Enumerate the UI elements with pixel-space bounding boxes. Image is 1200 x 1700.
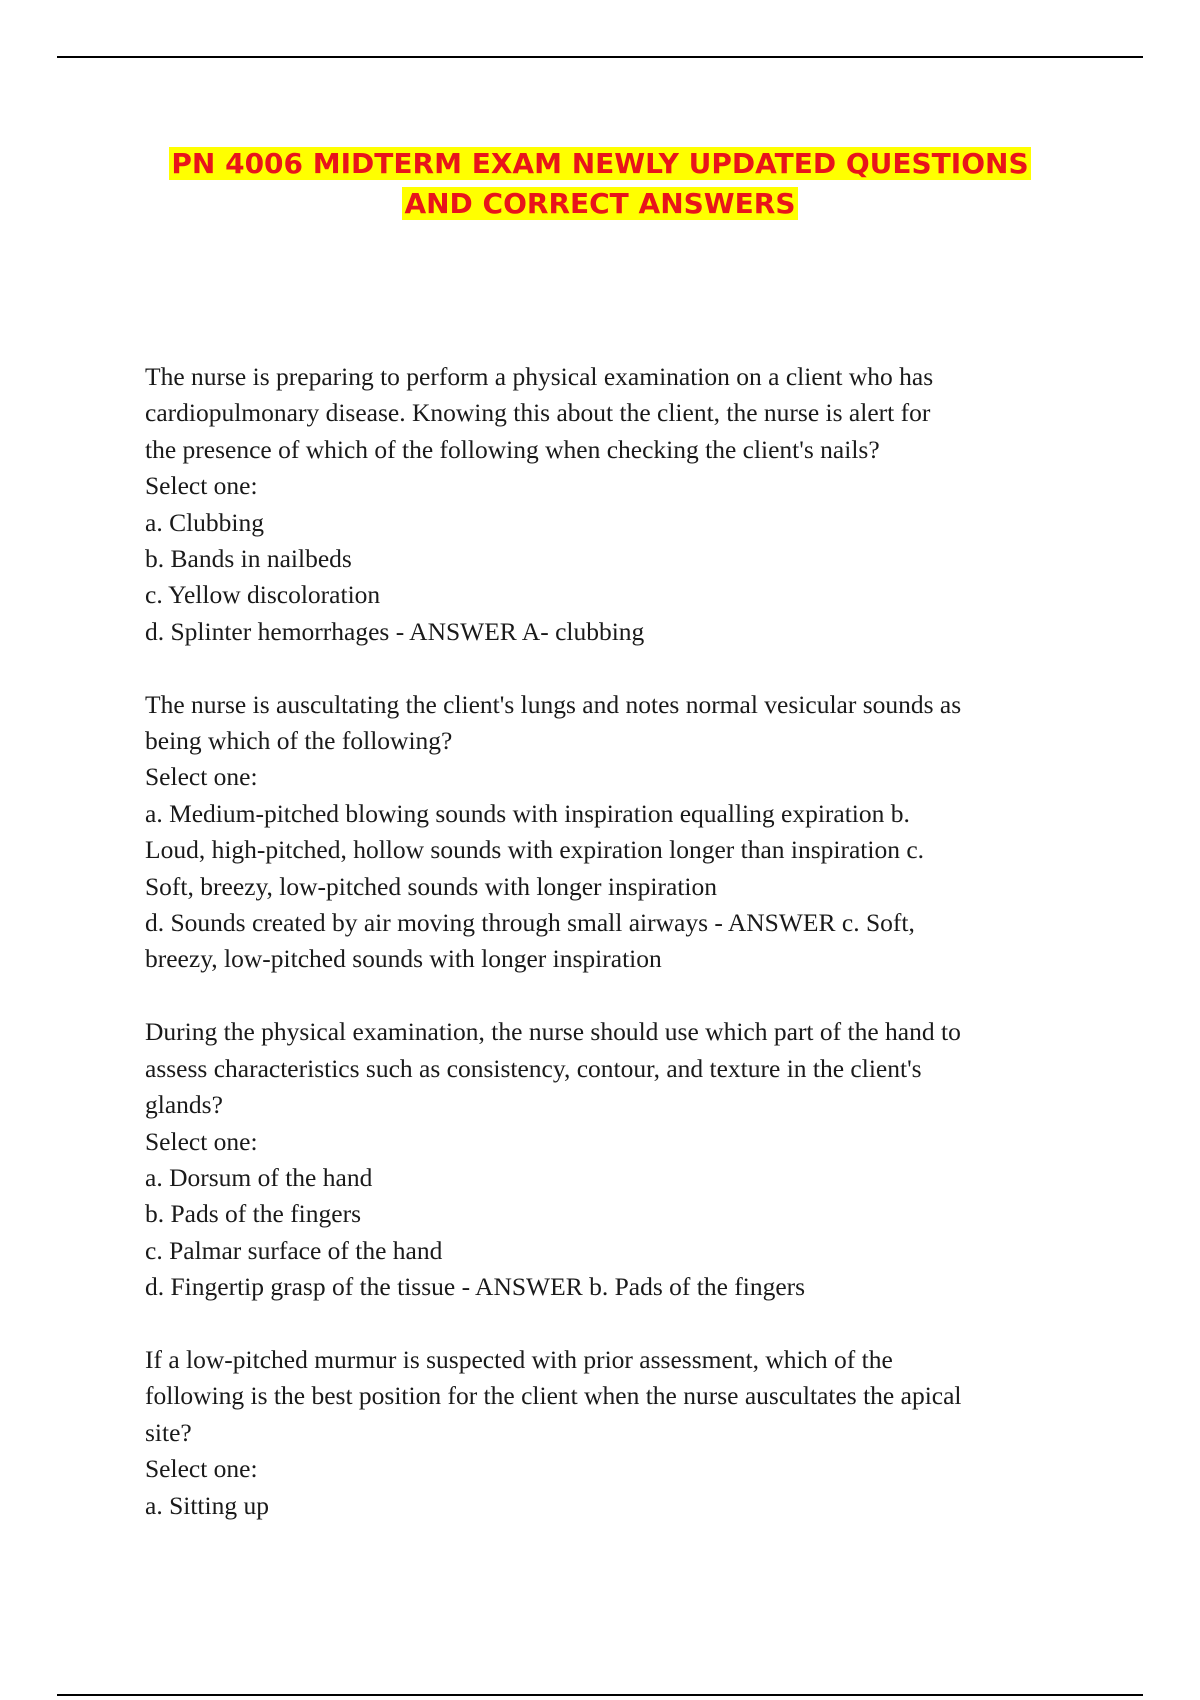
- question-3-option-d-answer: d. Fingertip grasp of the tissue - ANSWER b. Pads of the fingers: [145, 1272, 806, 1302]
- question-1-line-3: the presence of which of the following when checking the client's nails?: [145, 434, 880, 464]
- question-1: [145, 359, 1075, 650]
- question-4: [145, 1342, 1075, 1524]
- question-2: [145, 687, 1075, 978]
- question-1-option-a: a. Clubbing: [145, 507, 264, 537]
- question-4-line-1: If a low-pitched murmur is suspected with prior assessment, which of the: [145, 1344, 893, 1374]
- question-3-select-prompt: Select one:: [145, 1126, 258, 1156]
- question-1-line-1: The nurse is preparing to perform a physical examination on a client who has: [145, 362, 934, 391]
- bottom-rule: [57, 1694, 1143, 1696]
- question-4-line-2: following is the best position for the client when the nurse auscultates the apical: [145, 1381, 962, 1411]
- question-2-option-a: a. Medium-pitched blowing sounds with inspiration equalling expiration b.: [145, 798, 910, 828]
- title-line-1: [0, 144, 1200, 184]
- question-1-option-c: c. Yellow discoloration: [145, 580, 381, 610]
- question-3-line-2: assess characteristics such as consistency, contour, and texture in the client's: [145, 1053, 922, 1083]
- title-line-2-text: AND CORRECT ANSWERS: [404, 187, 796, 220]
- question-2-option-d-answer: d. Sounds created by air moving through small airways - ANSWER c. Soft,: [145, 908, 915, 938]
- question-2-select-prompt: Select one:: [145, 762, 258, 792]
- question-4-line-3: site?: [145, 1417, 192, 1447]
- question-1-select-prompt: Select one:: [145, 471, 258, 501]
- question-list: [145, 359, 1075, 1560]
- question-3-line-3: glands?: [145, 1090, 223, 1120]
- question-4-select-prompt: Select one:: [145, 1454, 258, 1484]
- question-2-line-2: being which of the following?: [145, 726, 453, 756]
- question-2-option-c: Soft, breezy, low-pitched sounds with longer inspiration: [145, 871, 717, 901]
- title-line-2: [0, 184, 1200, 224]
- question-2-answer-continued: breezy, low-pitched sounds with longer inspiration: [145, 944, 662, 974]
- question-2-option-b: Loud, high-pitched, hollow sounds with expiration longer than inspiration c.: [145, 835, 925, 865]
- question-3-option-a: a. Dorsum of the hand: [145, 1162, 373, 1192]
- top-rule: [57, 56, 1143, 58]
- question-3-line-1: During the physical examination, the nurse should use which part of the hand to: [145, 1017, 961, 1047]
- document-title: [0, 144, 1200, 224]
- question-4-option-a: a. Sitting up: [145, 1490, 269, 1520]
- question-3: [145, 1014, 1075, 1305]
- question-1-option-d-answer: d. Splinter hemorrhages - ANSWER A- clubbing: [145, 616, 645, 646]
- question-1-line-2: cardiopulmonary disease. Knowing this about the client, the nurse is alert for: [145, 398, 931, 428]
- question-2-line-1: The nurse is auscultating the client's lungs and notes normal vesicular sounds as: [145, 689, 962, 719]
- title-line-1-text: PN 4006 MIDTERM EXAM NEWLY UPDATED QUESTIONS: [171, 147, 1029, 180]
- question-3-option-b: b. Pads of the fingers: [145, 1199, 362, 1229]
- question-1-option-b: b. Bands in nailbeds: [145, 544, 352, 574]
- question-3-option-c: c. Palmar surface of the hand: [145, 1235, 443, 1265]
